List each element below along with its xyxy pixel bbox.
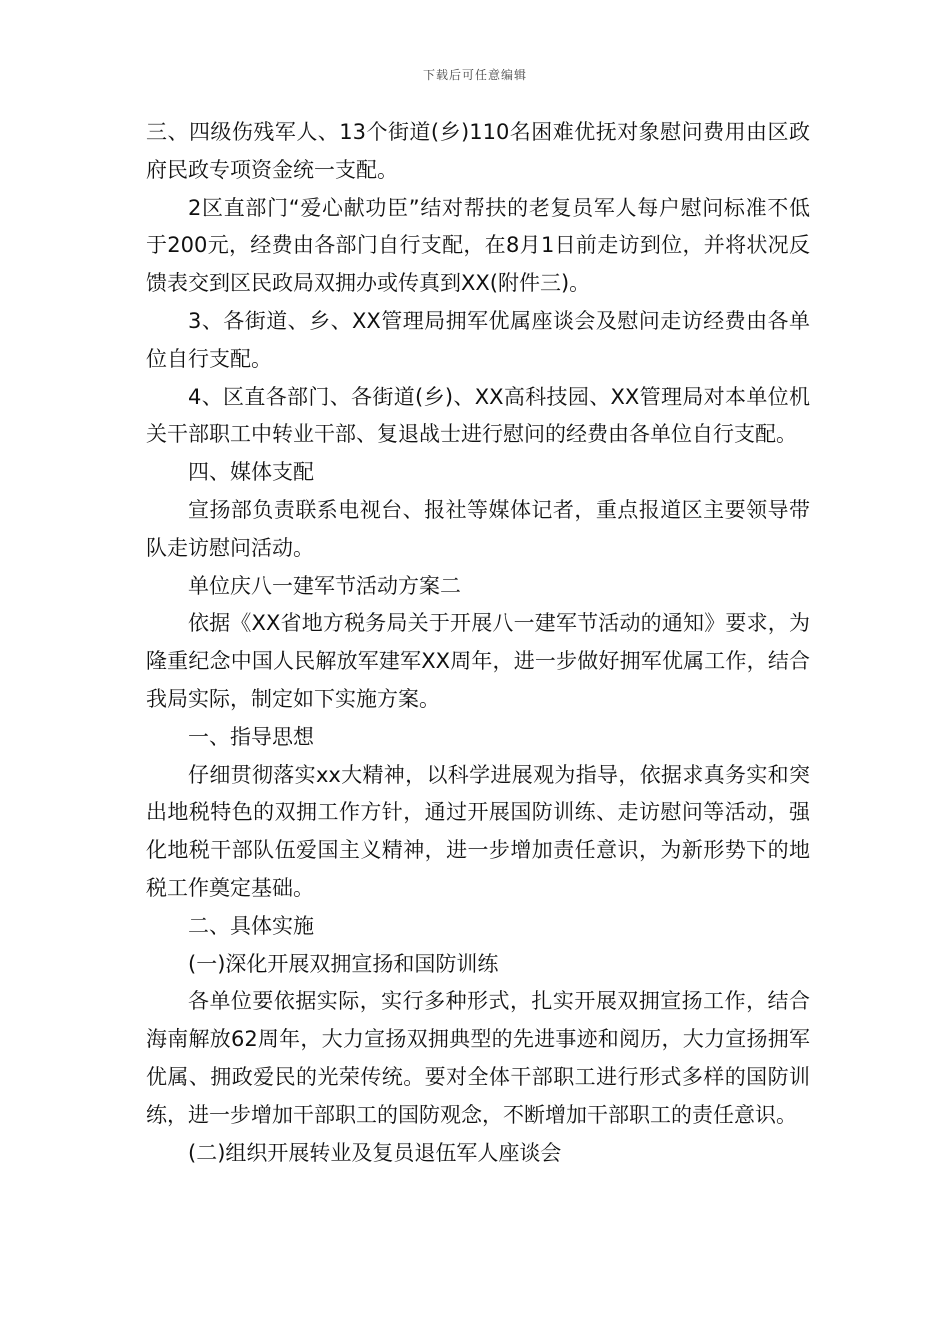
section-heading: 四、媒体支配 bbox=[188, 460, 314, 485]
document-subtitle: 单位庆八一建军节活动方案二 bbox=[188, 573, 461, 598]
page-header: 下载后可任意编辑 bbox=[422, 68, 527, 82]
paragraph: 依据《XX省地方税务局关于开展八一建军节活动的通知》要求，为隆重纪念中国人民解放军建军XX周年，进一步做好拥军优属工作，结合我局实际，制定如下实施方案。 bbox=[146, 611, 810, 711]
document-body bbox=[146, 114, 810, 1172]
paragraph: 2区直部门“爱心献功臣”结对帮扶的老复员军人每户慰问标准不低于200元，经费由各部门自行支配，在8月1日前走访到位，并将状况反馈表交到区民政局双拥办或传真到XX(附件三)。 bbox=[146, 195, 810, 296]
paragraph: 三、四级伤残军人、13个街道(乡)110名困难优抚对象慰问费用由区政府民政专项资金统一支配。 bbox=[146, 120, 810, 182]
section-heading: 一、指导思想 bbox=[188, 724, 314, 749]
paragraph: 宣扬部负责联系电视台、报社等媒体记者，重点报道区主要领导带队走访慰问活动。 bbox=[146, 497, 810, 560]
subsection-heading: (一)深化开展双拥宣扬和国防训练 bbox=[188, 951, 499, 976]
paragraph: 4、区直各部门、各街道(乡)、XX高科技园、XX管理局对本单位机关干部职工中转业干部、复退战士进行慰问的经费由各单位自行支配。 bbox=[146, 384, 810, 447]
paragraph: 仔细贯彻落实xx大精神，以科学进展观为指导，依据求真务实和突出地税特色的双拥工作方针，通过开展国防训练、走访慰问等活动，强化地税干部队伍爱国主义精神，进一步增加责任意识，为新形势下的地税工作奠定基础。 bbox=[146, 762, 810, 900]
paragraph: 3、各街道、乡、XX管理局拥军优属座谈会及慰问走访经费由各单位自行支配。 bbox=[146, 308, 810, 371]
paragraph: 各单位要依据实际，实行多种形式，扎实开展双拥宣扬工作，结合海南解放62周年，大力宣扬双拥典型的先进事迹和阅历，大力宣扬拥军优属、拥政爱民的光荣传统。要对全体干部职工进行形式多样的国防训练，进一步增加干部职工的国防观念，不断增加干部职工的责任意识。 bbox=[146, 989, 810, 1127]
subsection-heading: (二)组织开展转业及复员退伍军人座谈会 bbox=[188, 1140, 562, 1165]
section-heading: 二、具体实施 bbox=[188, 913, 314, 938]
